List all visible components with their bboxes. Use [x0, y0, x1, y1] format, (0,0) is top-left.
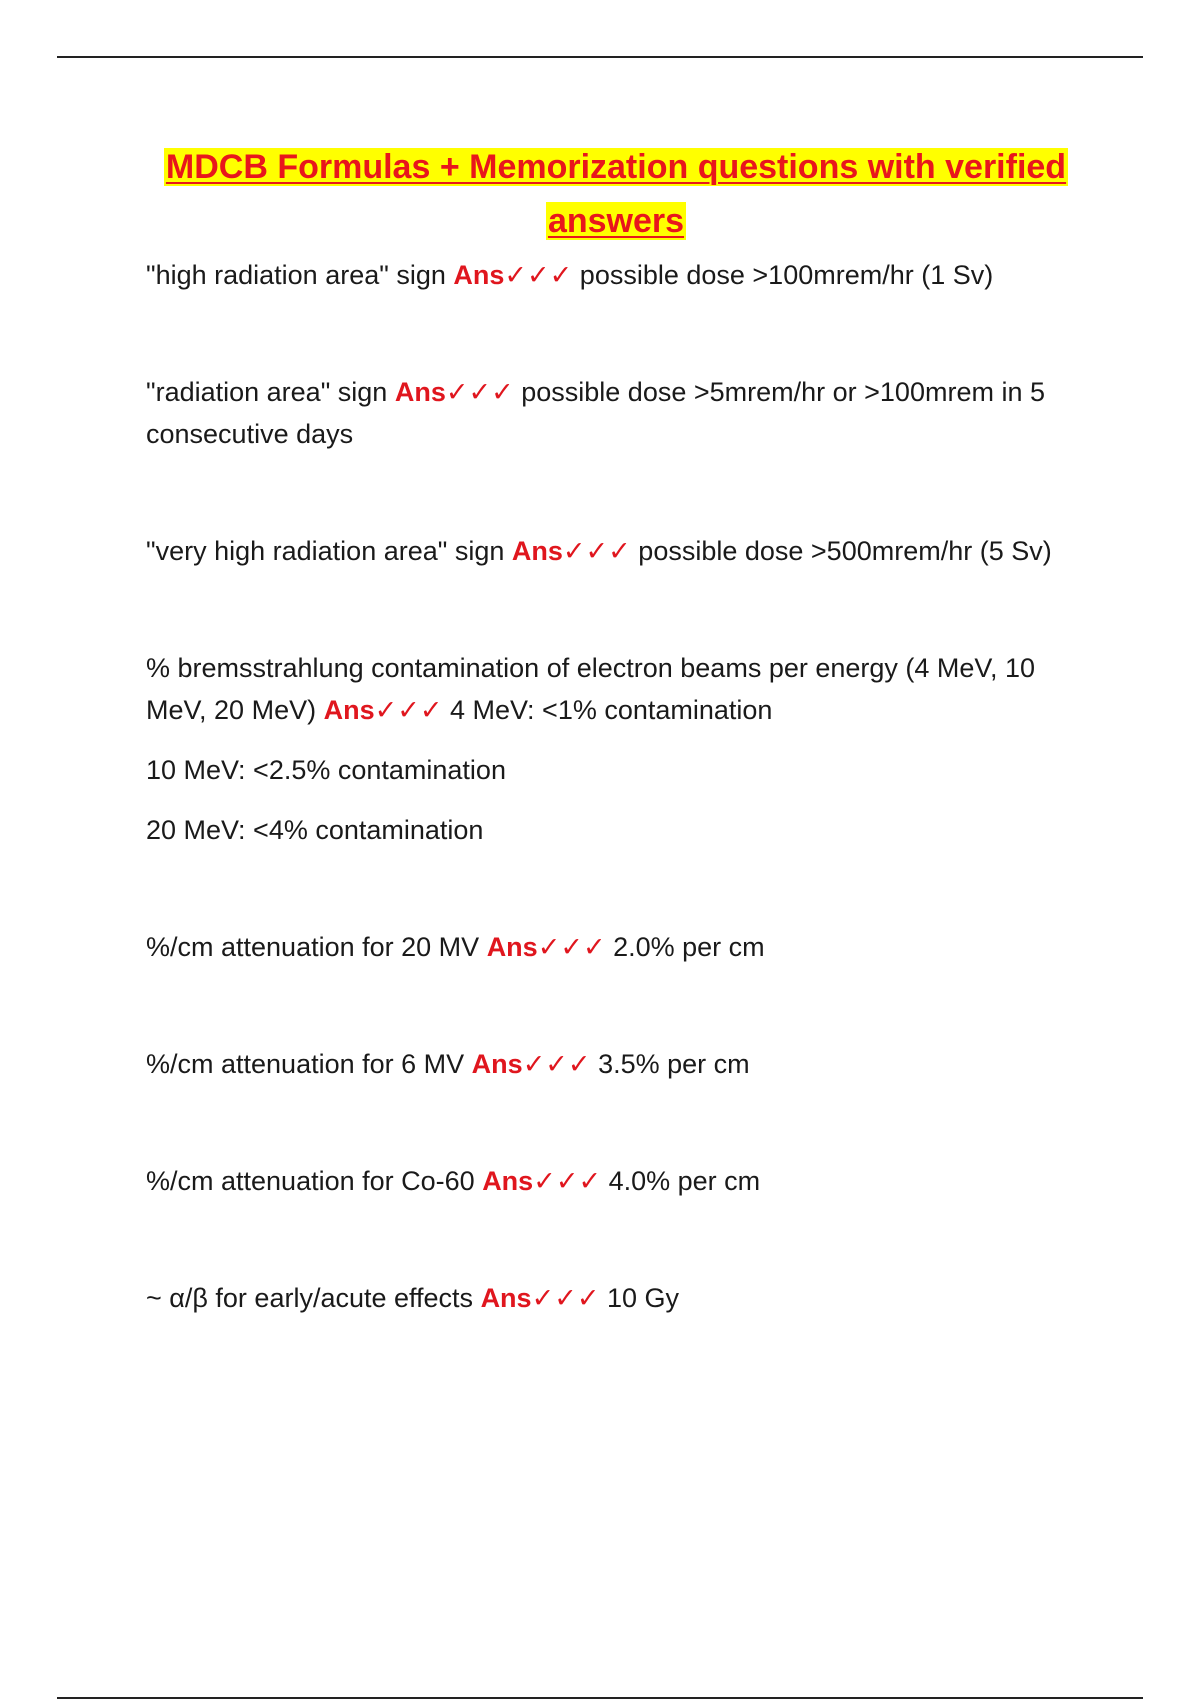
answer-text: 3.5% per cm — [598, 1049, 750, 1079]
top-rule — [57, 56, 1143, 58]
document-body — [146, 140, 1086, 1394]
qa-item — [146, 371, 1086, 455]
answer-marker: Ans — [480, 1283, 532, 1313]
answer-marker: Ans — [482, 1166, 534, 1196]
answer-marker: Ans — [323, 695, 375, 725]
answer-line: 20 MeV: <4% contamination — [146, 815, 484, 845]
answer-text: 10 Gy — [606, 1283, 680, 1313]
checkmark-icon: ✓✓✓ — [562, 536, 631, 566]
checkmark-icon: ✓✓✓ — [374, 695, 443, 725]
answer-marker: Ans — [394, 377, 446, 407]
document-title: MDCB Formulas + Memorization questions with verified answers — [165, 148, 1067, 240]
checkmark-icon: ✓✓✓ — [537, 932, 606, 962]
answer-marker: Ans — [511, 536, 563, 566]
checkmark-icon: ✓✓✓ — [522, 1049, 591, 1079]
answer-marker: Ans — [471, 1049, 523, 1079]
checkmark-icon: ✓✓✓ — [504, 260, 573, 290]
answer-line: 10 MeV: <2.5% contamination — [146, 755, 506, 785]
question-text: ~ α/β for early/acute effects — [146, 1283, 474, 1313]
qa-item — [146, 1160, 1086, 1202]
qa-item — [146, 254, 1086, 296]
bottom-rule — [57, 1697, 1143, 1699]
answer-text: 4.0% per cm — [608, 1166, 761, 1196]
checkmark-icon: ✓✓✓ — [533, 1166, 602, 1196]
answer-text: possible dose >5mrem/hr or >100mrem in 5 consecutive days — [146, 377, 1045, 449]
question-text: "high radiation area" sign — [146, 260, 446, 290]
checkmark-icon: ✓✓✓ — [445, 377, 514, 407]
checkmark-icon: ✓✓✓ — [531, 1283, 600, 1313]
question-text: %/cm attenuation for Co-60 — [146, 1166, 475, 1196]
answer-text: possible dose >500mrem/hr (5 Sv) — [638, 536, 1052, 566]
qa-item — [146, 530, 1086, 572]
qa-item — [146, 926, 1086, 968]
qa-item — [146, 647, 1086, 851]
answer-text: possible dose >100mrem/hr (1 Sv) — [579, 260, 994, 290]
answer-marker: Ans — [486, 932, 538, 962]
answer-text: 4 MeV: <1% contamination — [450, 695, 773, 725]
question-text: % bremsstrahlung contamination of electron beams per energy (4 MeV, 10 MeV, 20 MeV) — [146, 653, 1035, 725]
qa-item — [146, 1043, 1086, 1085]
qa-item — [146, 1277, 1086, 1319]
question-text: "very high radiation area" sign — [146, 536, 505, 566]
question-text: %/cm attenuation for 20 MV — [146, 932, 480, 962]
question-text: %/cm attenuation for 6 MV — [146, 1049, 465, 1079]
question-text: "radiation area" sign — [146, 377, 388, 407]
answer-text: 2.0% per cm — [613, 932, 765, 962]
answer-marker: Ans — [453, 260, 505, 290]
